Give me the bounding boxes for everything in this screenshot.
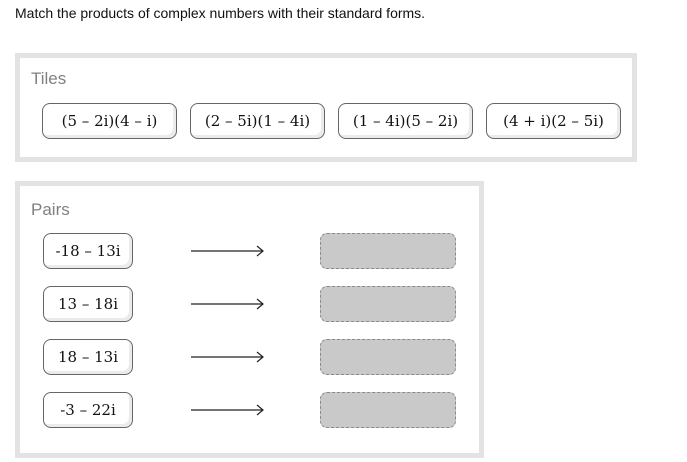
tile-3[interactable]: (1 – 4i)(5 – 2i) [338,103,473,139]
drop-zone-2[interactable] [320,286,456,322]
drop-zone-3[interactable] [320,339,456,375]
drop-zone-1[interactable] [320,233,456,269]
tiles-panel [15,53,637,162]
arrow-right-icon [191,403,266,417]
pair-label-3: 18 – 13i [43,339,133,375]
tiles-panel-title: Tiles [31,69,67,88]
tile-1[interactable]: (5 – 2i)(4 – i) [42,103,177,139]
pairs-panel [15,181,484,458]
drop-zone-4[interactable] [320,392,456,428]
pairs-panel-title: Pairs [31,200,70,219]
arrow-right-icon [191,297,266,311]
question-prompt: Match the products of complex numbers with their standard forms. [15,5,426,21]
tile-4[interactable]: (4 + i)(2 – 5i) [486,103,621,139]
tile-2[interactable]: (2 – 5i)(1 – 4i) [190,103,325,139]
pair-label-1: -18 – 13i [43,233,133,269]
arrow-right-icon [191,244,266,258]
pair-label-4: -3 – 22i [43,392,133,428]
pair-label-2: 13 – 18i [43,286,133,322]
arrow-right-icon [191,350,266,364]
